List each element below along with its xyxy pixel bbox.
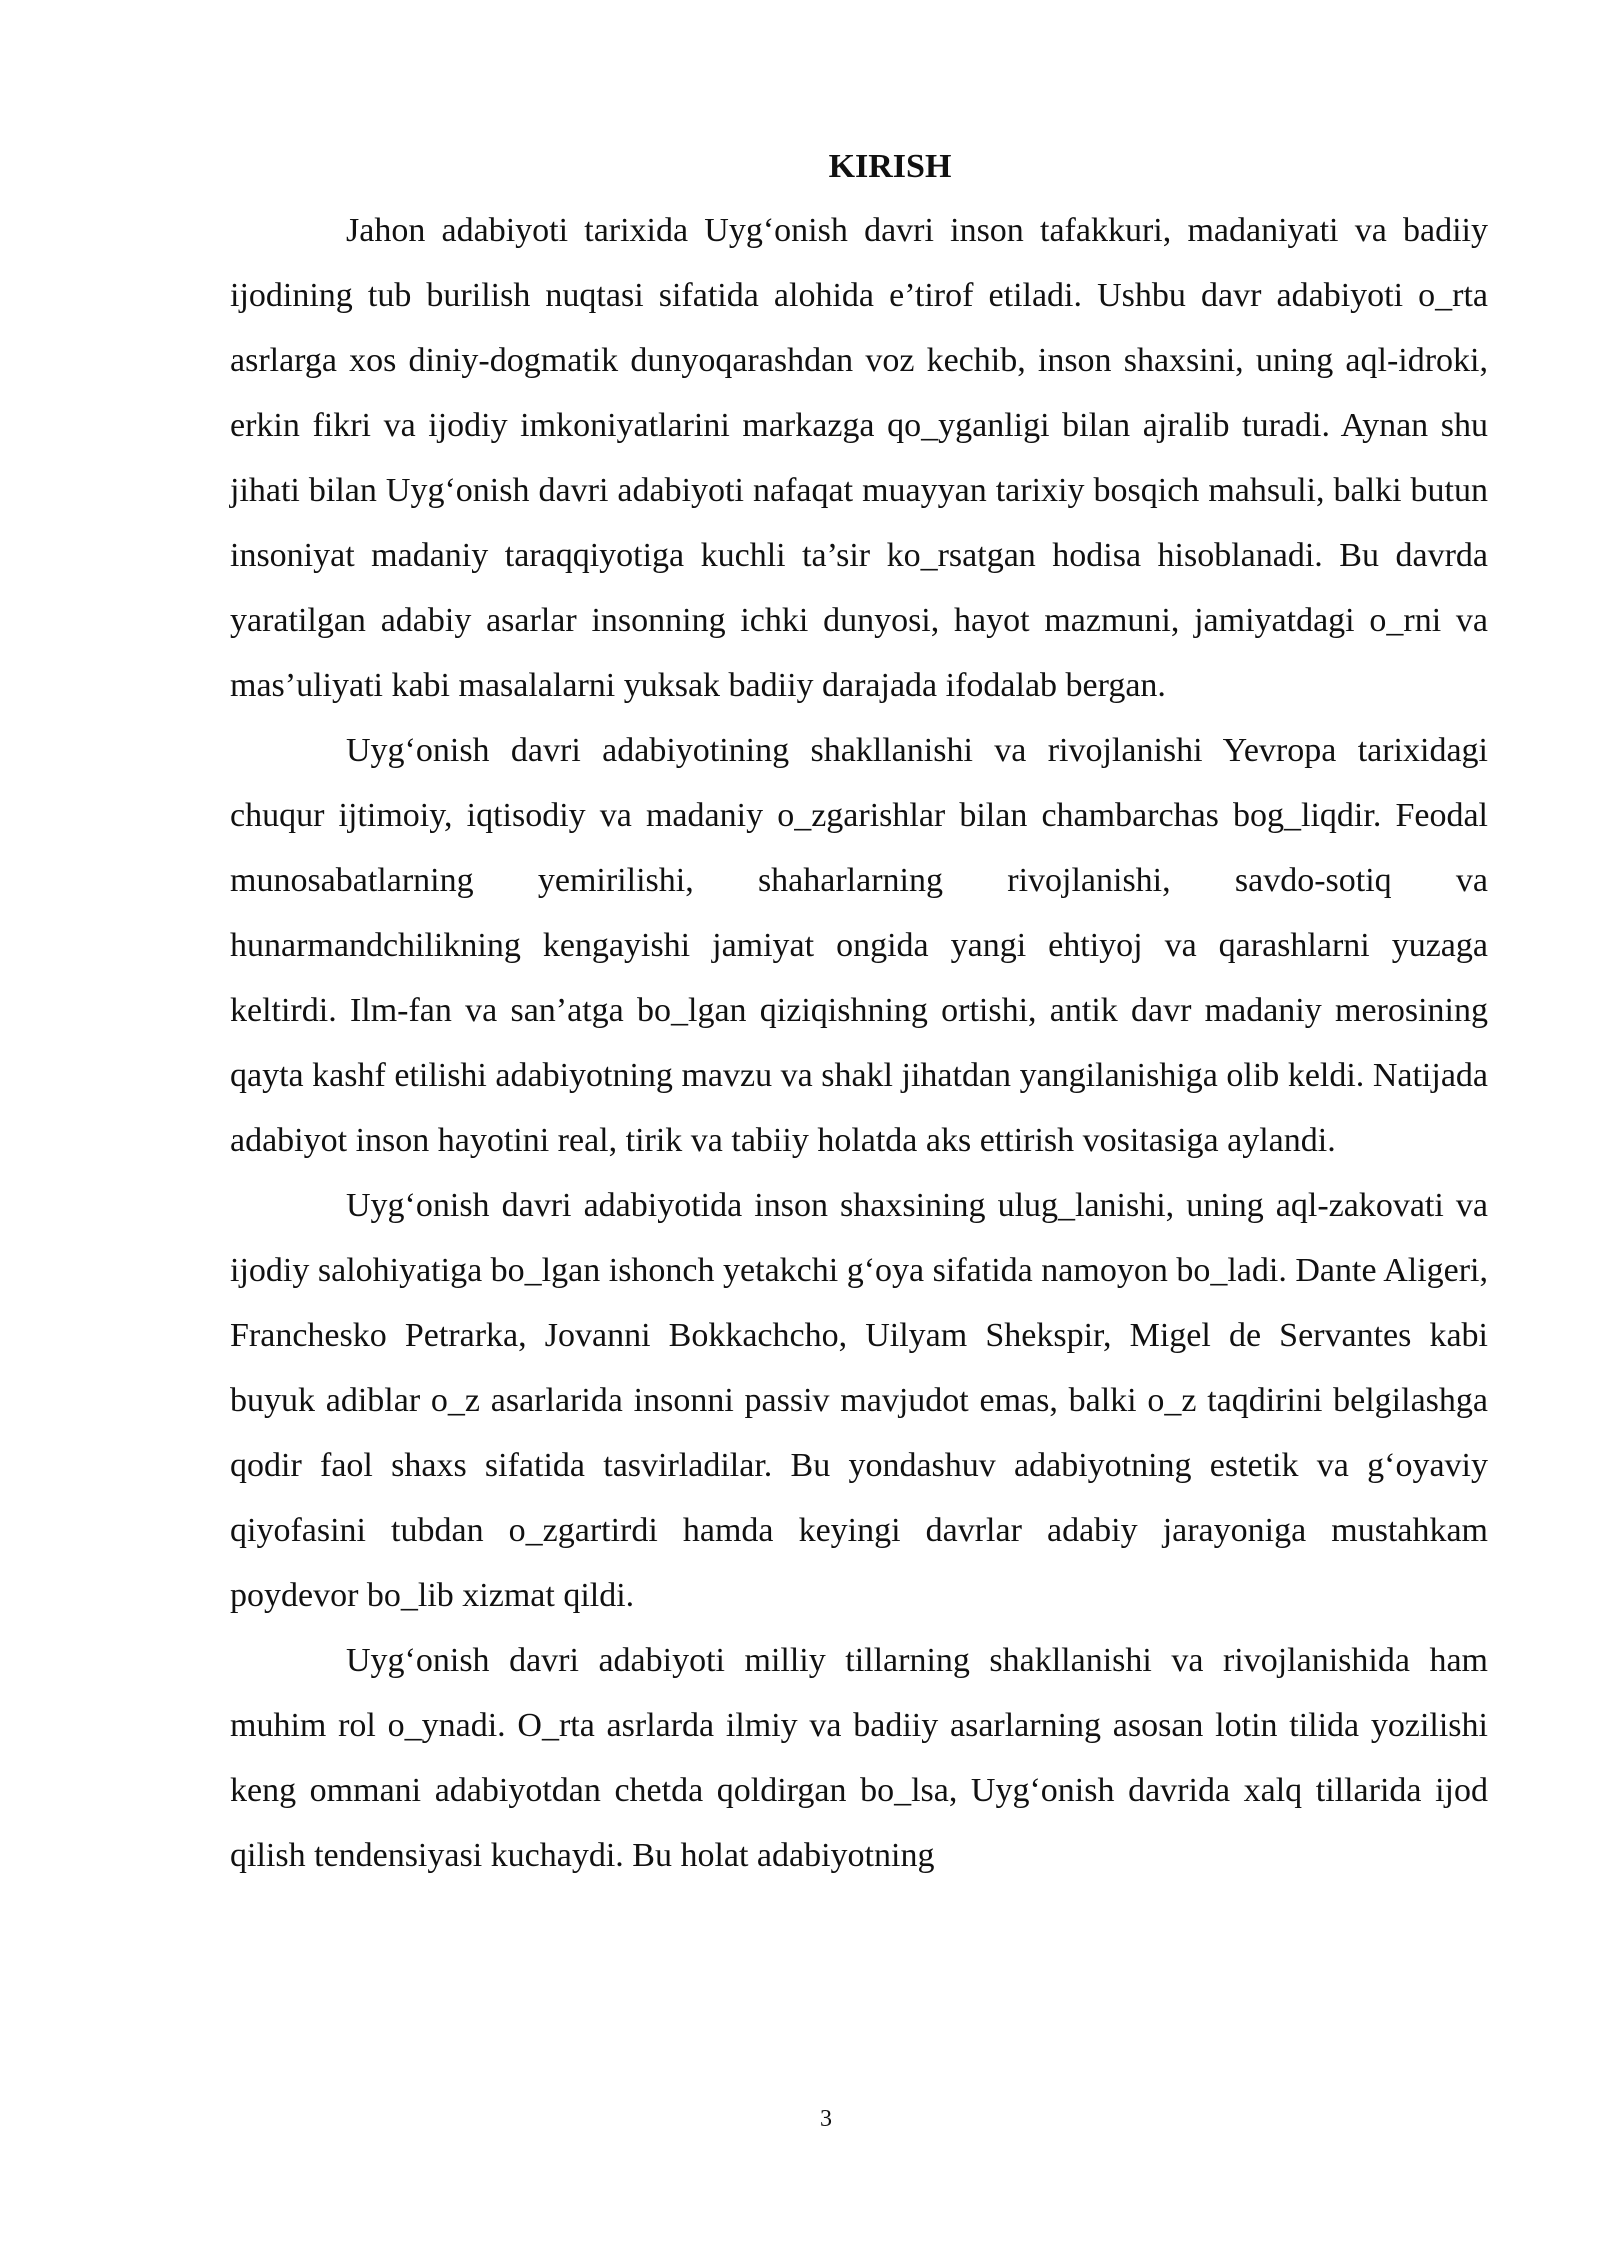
page-body [230,136,1488,1888]
paragraph-4: Uyg‘onish davri adabiyoti milliy tillarning shakllanishi va rivojlanishida ham muhim rol o_ynadi. O_rta asrlarda ilmiy va badiiy asarlarning asosan lotin tilida yozilishi keng ommani adabiyotdan chetda qoldirgan bo_lsa, Uyg‘onish davrida xalq tillarida ijod qilish tendensiyasi kuchaydi. Bu holat adabiyotning [230,1642,1488,1874]
paragraph-2: Uyg‘onish davri adabiyotining shakllanishi va rivojlanishi Yevropa tarixidagi chuqur ijtimoiy, iqtisodiy va madaniy o_zgarishlar bilan chambarchas bog_liqdir. Feodal munosabatlarning yemirilishi, shaharlarning rivojlanishi, savdo-sotiq va hunarmandchilikning kengayishi jamiyat ongida yangi ehtiyoj va qarashlarni yuzaga keltirdi. Ilm-fan va san’atga bo_lgan qiziqishning ortishi, antik davr madaniy merosining qayta kashf etilishi adabiyotning mavzu va shakl jihatdan yangilanishiga olib keldi. Natijada adabiyot inson hayotini real, tirik va tabiiy holatda aks ettirish vositasiga aylandi. [230,732,1488,1159]
section-heading: KIRISH [828,148,952,185]
paragraph-1: Jahon adabiyoti tarixida Uyg‘onish davri inson tafakkuri, madaniyati va badiiy ijodining tub burilish nuqtasi sifatida alohida e’tirof etiladi. Ushbu davr adabiyoti o_rta asrlarga xos diniy-dogmatik dunyoqarashdan voz kechib, inson shaxsini, uning aql-idroki, erkin fikri va ijodiy imkoniyatlarini markazga qo_yganligi bilan ajralib turadi. Aynan shu jihati bilan Uyg‘onish davri adabiyoti nafaqat muayyan tarixiy bosqich mahsuli, balki butun insoniyat madaniy taraqqiyotiga kuchli ta’sir ko_rsatgan hodisa hisoblanadi. Bu davrda yaratilgan adabiy asarlar insonning ichki dunyosi, hayot mazmuni, jamiyatdagi o_rni va mas’uliyati kabi masalalarni yuksak badiiy darajada ifodalab bergan. [230,212,1488,704]
paragraph-3: Uyg‘onish davri adabiyotida inson shaxsining ulug_lanishi, uning aql-zakovati va ijodiy salohiyatiga bo_lgan ishonch yetakchi g‘oya sifatida namoyon bo_ladi. Dante Aligeri, Franchesko Petrarka, Jovanni Bokkachcho, Uilyam Shekspir, Migel de Servantes kabi buyuk adiblar o_z asarlarida insonni passiv mavjudot emas, balki o_z taqdirini belgilashga qodir faol shaxs sifatida tasvirladilar. Bu yondashuv adabiyotning estetik va g‘oyaviy qiyofasini tubdan o_zgartirdi hamda keyingi davrlar adabiy jarayoniga mustahkam poydevor bo_lib xizmat qildi. [230,1187,1488,1614]
page-number: 3 [820,2106,832,2132]
